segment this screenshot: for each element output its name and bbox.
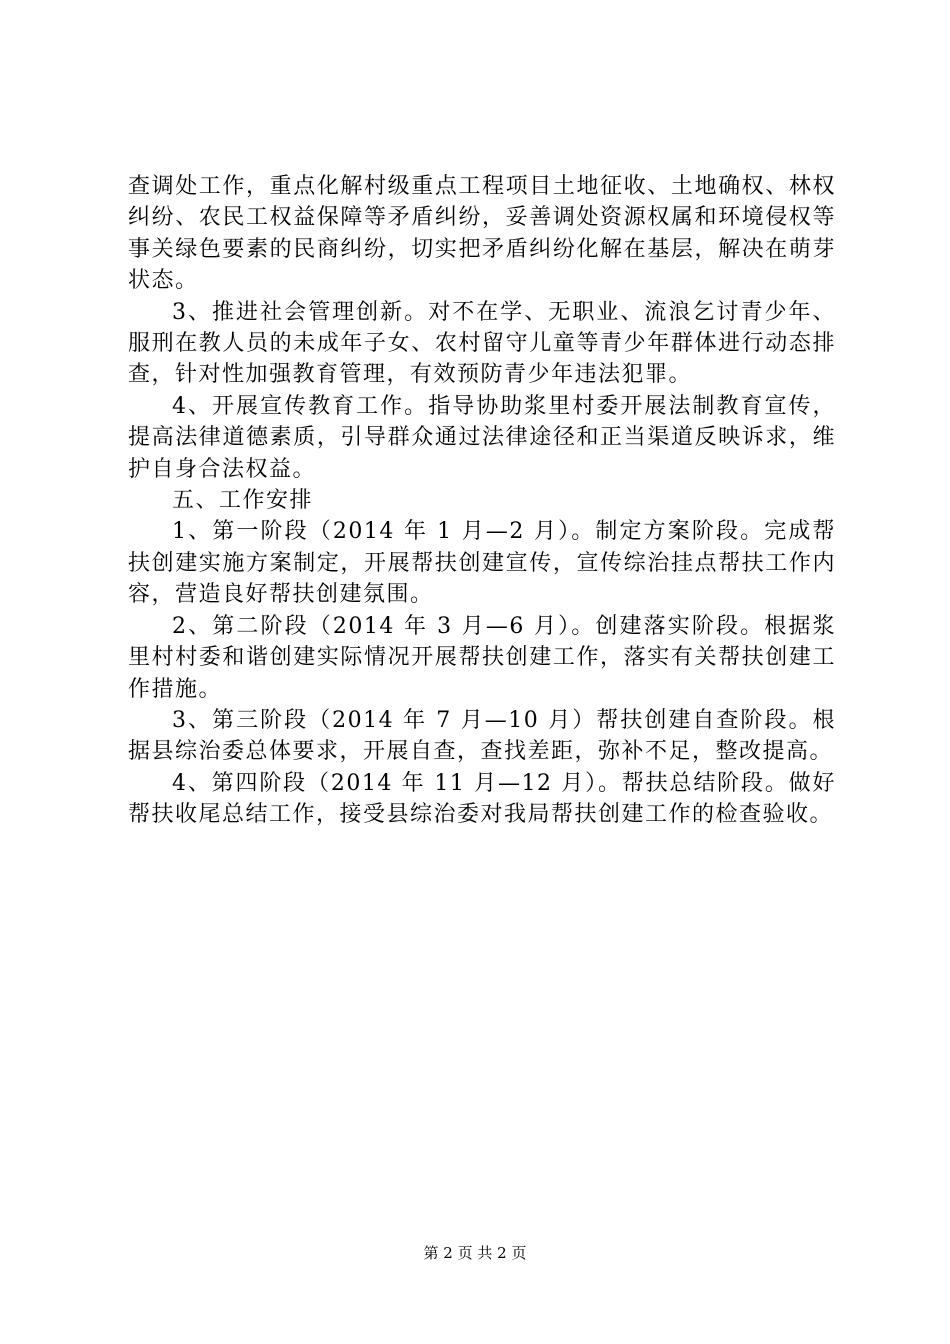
- paragraph-phase-four: 4、第四阶段（2014 年 11 月—12 月）。帮扶总结阶段。做好帮扶收尾总结工作，接受县综治委对我局帮扶创建工作的检查验收。: [128, 770, 836, 828]
- paragraph-phase-one: 1、第一阶段（2014 年 1 月—2 月）。制定方案阶段。完成帮扶创建实施方案制定，开展帮扶创建宣传，宣传综治挂点帮扶工作内容，营造良好帮扶创建氛围。: [128, 519, 836, 608]
- paragraph-dispute-resolution: 查调处工作，重点化解村级重点工程项目土地征收、土地确权、林权纠纷、农民工权益保障等矛盾纠纷，妥善调处资源权属和环境侵权等事关绿色要素的民商纠纷，切实把矛盾纠纷化解在基层，解决在萌芽状态。: [128, 174, 836, 294]
- paragraph-phase-two: 2、第二阶段（2014 年 3 月—6 月）。创建落实阶段。根据浆里村村委和谐创建实际情况开展帮扶创建工作，落实有关帮扶创建工作措施。: [128, 613, 836, 702]
- page-number-footer: 第 2 页 共 2 页: [423, 1244, 527, 1262]
- document-body: [128, 171, 836, 831]
- paragraph-publicity-education: 4、开展宣传教育工作。指导协助浆里村委开展法制教育宣传，提高法律道德素质，引导群众通过法律途径和正当渠道反映诉求，维护自身合法权益。: [128, 393, 836, 482]
- paragraph-social-management: 3、推进社会管理创新。对不在学、无职业、流浪乞讨青少年、服刑在教人员的未成年子女、农村留守儿童等青少年群体进行动态排查，针对性加强教育管理，有效预防青少年违法犯罪。: [128, 299, 836, 388]
- section-heading-work-arrangement: 五、工作安排: [172, 488, 314, 514]
- paragraph-phase-three: 3、第三阶段（2014 年 7 月—10 月）帮扶创建自查阶段。根据县综治委总体要求，开展自查，查找差距，弥补不足，整改提高。: [128, 707, 836, 765]
